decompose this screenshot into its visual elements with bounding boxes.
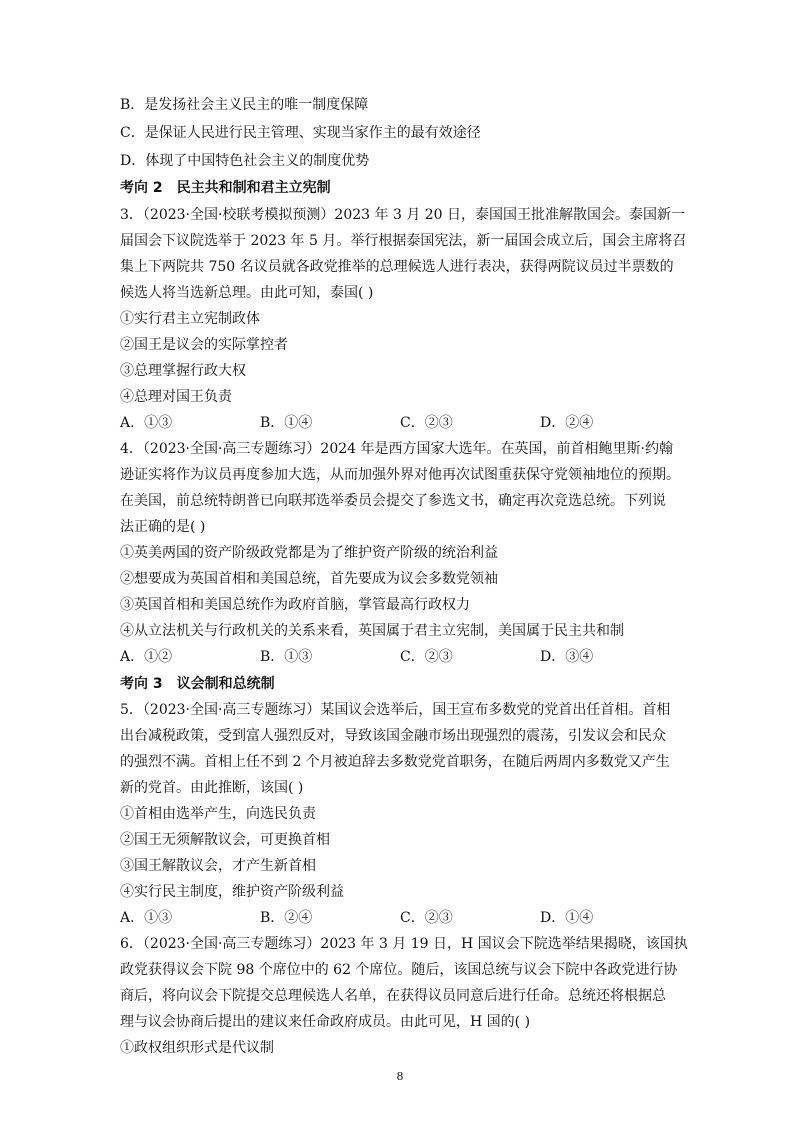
- statement-item: ①首相由选举产生，向选民负责: [120, 806, 316, 822]
- statement-item: ③国王解散议会，才产生新首相: [120, 858, 316, 874]
- statement-item: ④从立法机关与行政机关的关系来看，英国属于君主立宪制，美国属于民主共和制: [120, 623, 624, 639]
- statement-item: ④实行民主制度，维护资产阶级利益: [120, 884, 344, 900]
- question-line: 逊证实将作为议员再度参加大选，从而加强外界对他再次试图重获保守党领袖地位的预期。: [120, 467, 680, 483]
- page-number: 8: [396, 1070, 404, 1083]
- answer-choice-d: D．②④: [540, 415, 594, 431]
- section-title: 民主共和制和君主立宪制: [176, 180, 331, 196]
- answer-choice-b: B．①③: [260, 649, 313, 665]
- statement-item: ①政权组织形式是代议制: [120, 1040, 274, 1056]
- question-line: 4．（2023·全国·高三专题练习）2024 年是西方国家大选年。在英国，前首相鲍里斯·约翰: [120, 441, 673, 457]
- question-line: 法正确的是( ): [120, 519, 206, 535]
- question-line: 集上下两院共 750 名议员就各政党推举的总理候选人进行表决，获得两院议员过半票数的: [120, 259, 674, 275]
- statement-item: ③总理掌握行政大权: [120, 363, 246, 379]
- question-line: 6．（2023·全国·高三专题练习）2023 年 3 月 19 日，H 国议会下院选举结果揭晓，该国执: [120, 936, 688, 952]
- answer-choice-c: C．②③: [400, 649, 453, 665]
- statement-item: ①实行君主立宪制政体: [120, 311, 260, 327]
- question-line: 的强烈不满。首相上任不到 2 个月被迫辞去多数党党首职务，在随后两周内多数党又产生: [120, 754, 670, 770]
- question-line: 商后，将向议会下院提交总理候选人名单，在获得议员同意后进行任命。总统还将根据总: [120, 988, 666, 1004]
- statement-item: ③英国首相和美国总统作为政府首脑，掌管最高行政权力: [120, 597, 470, 613]
- question-line: 3．（2023·全国·校联考模拟预测）2023 年 3 月 20 日，泰国国王批准解散国会。泰国新一: [120, 207, 686, 223]
- question-line: 候选人将当选新总理。由此可知，泰国( ): [120, 285, 374, 301]
- answer-choice-a: A．①③: [120, 910, 173, 926]
- section-heading: [120, 178, 685, 198]
- option-d: D．体现了中国特色社会主义的制度优势: [120, 153, 370, 169]
- statement-item: ①英美两国的资产阶级政党都是为了维护资产阶级的统治利益: [120, 545, 498, 561]
- question-line: 出台减税政策，受到富人强烈反对，导致该国金融市场出现强烈的震荡，引发议会和民众: [120, 728, 666, 744]
- answer-choice-c: C．②③: [400, 415, 453, 431]
- question-line: 届国会下议院选举于 2023 年 5 月。举行根据泰国宪法，新一届国会成立后，国会主席将召: [120, 233, 687, 249]
- statement-item: ②国王是议会的实际掌控者: [120, 337, 288, 353]
- answer-choice-b: B．①④: [260, 415, 313, 431]
- question-line: 在美国，前总统特朗普已向联邦选举委员会提交了参选文书，确定再次竞选总统。下列说: [120, 493, 666, 509]
- section-label: 考向 2: [120, 180, 163, 196]
- statement-item: ②国王无须解散议会，可更换首相: [120, 832, 330, 848]
- answer-choice-a: A．①③: [120, 415, 173, 431]
- question-line: 政党获得议会下院 98 个席位中的 62 个席位。随后，该国总统与议会下院中各政党进行协: [120, 962, 678, 978]
- statement-item: ②想要成为英国首相和美国总统，首先要成为议会多数党领袖: [120, 571, 498, 587]
- section-heading: [120, 674, 685, 694]
- statement-item: ④总理对国王负责: [120, 389, 232, 405]
- question-line: 理与议会协商后提出的建议来任命政府成员。由此可见，H 国的( ): [120, 1014, 531, 1030]
- answer-choice-a: A．①②: [120, 649, 173, 665]
- section-label: 考向 3: [120, 676, 163, 692]
- section-title: 议会制和总统制: [176, 676, 275, 692]
- option-b: B．是发扬社会主义民主的唯一制度保障: [120, 97, 369, 113]
- option-c: C．是保证人民进行民主管理、实现当家作主的最有效途径: [120, 125, 481, 141]
- question-line: 5．（2023·全国·高三专题练习）某国议会选举后，国王宣布多数党的党首出任首相。首相: [120, 702, 671, 718]
- answer-choice-b: B．②④: [260, 910, 313, 926]
- answer-choice-c: C．②③: [400, 910, 453, 926]
- answer-choice-d: D．③④: [540, 649, 594, 665]
- question-line: 新的党首。由此推断，该国( ): [120, 780, 304, 796]
- answer-choice-d: D．①④: [540, 910, 594, 926]
